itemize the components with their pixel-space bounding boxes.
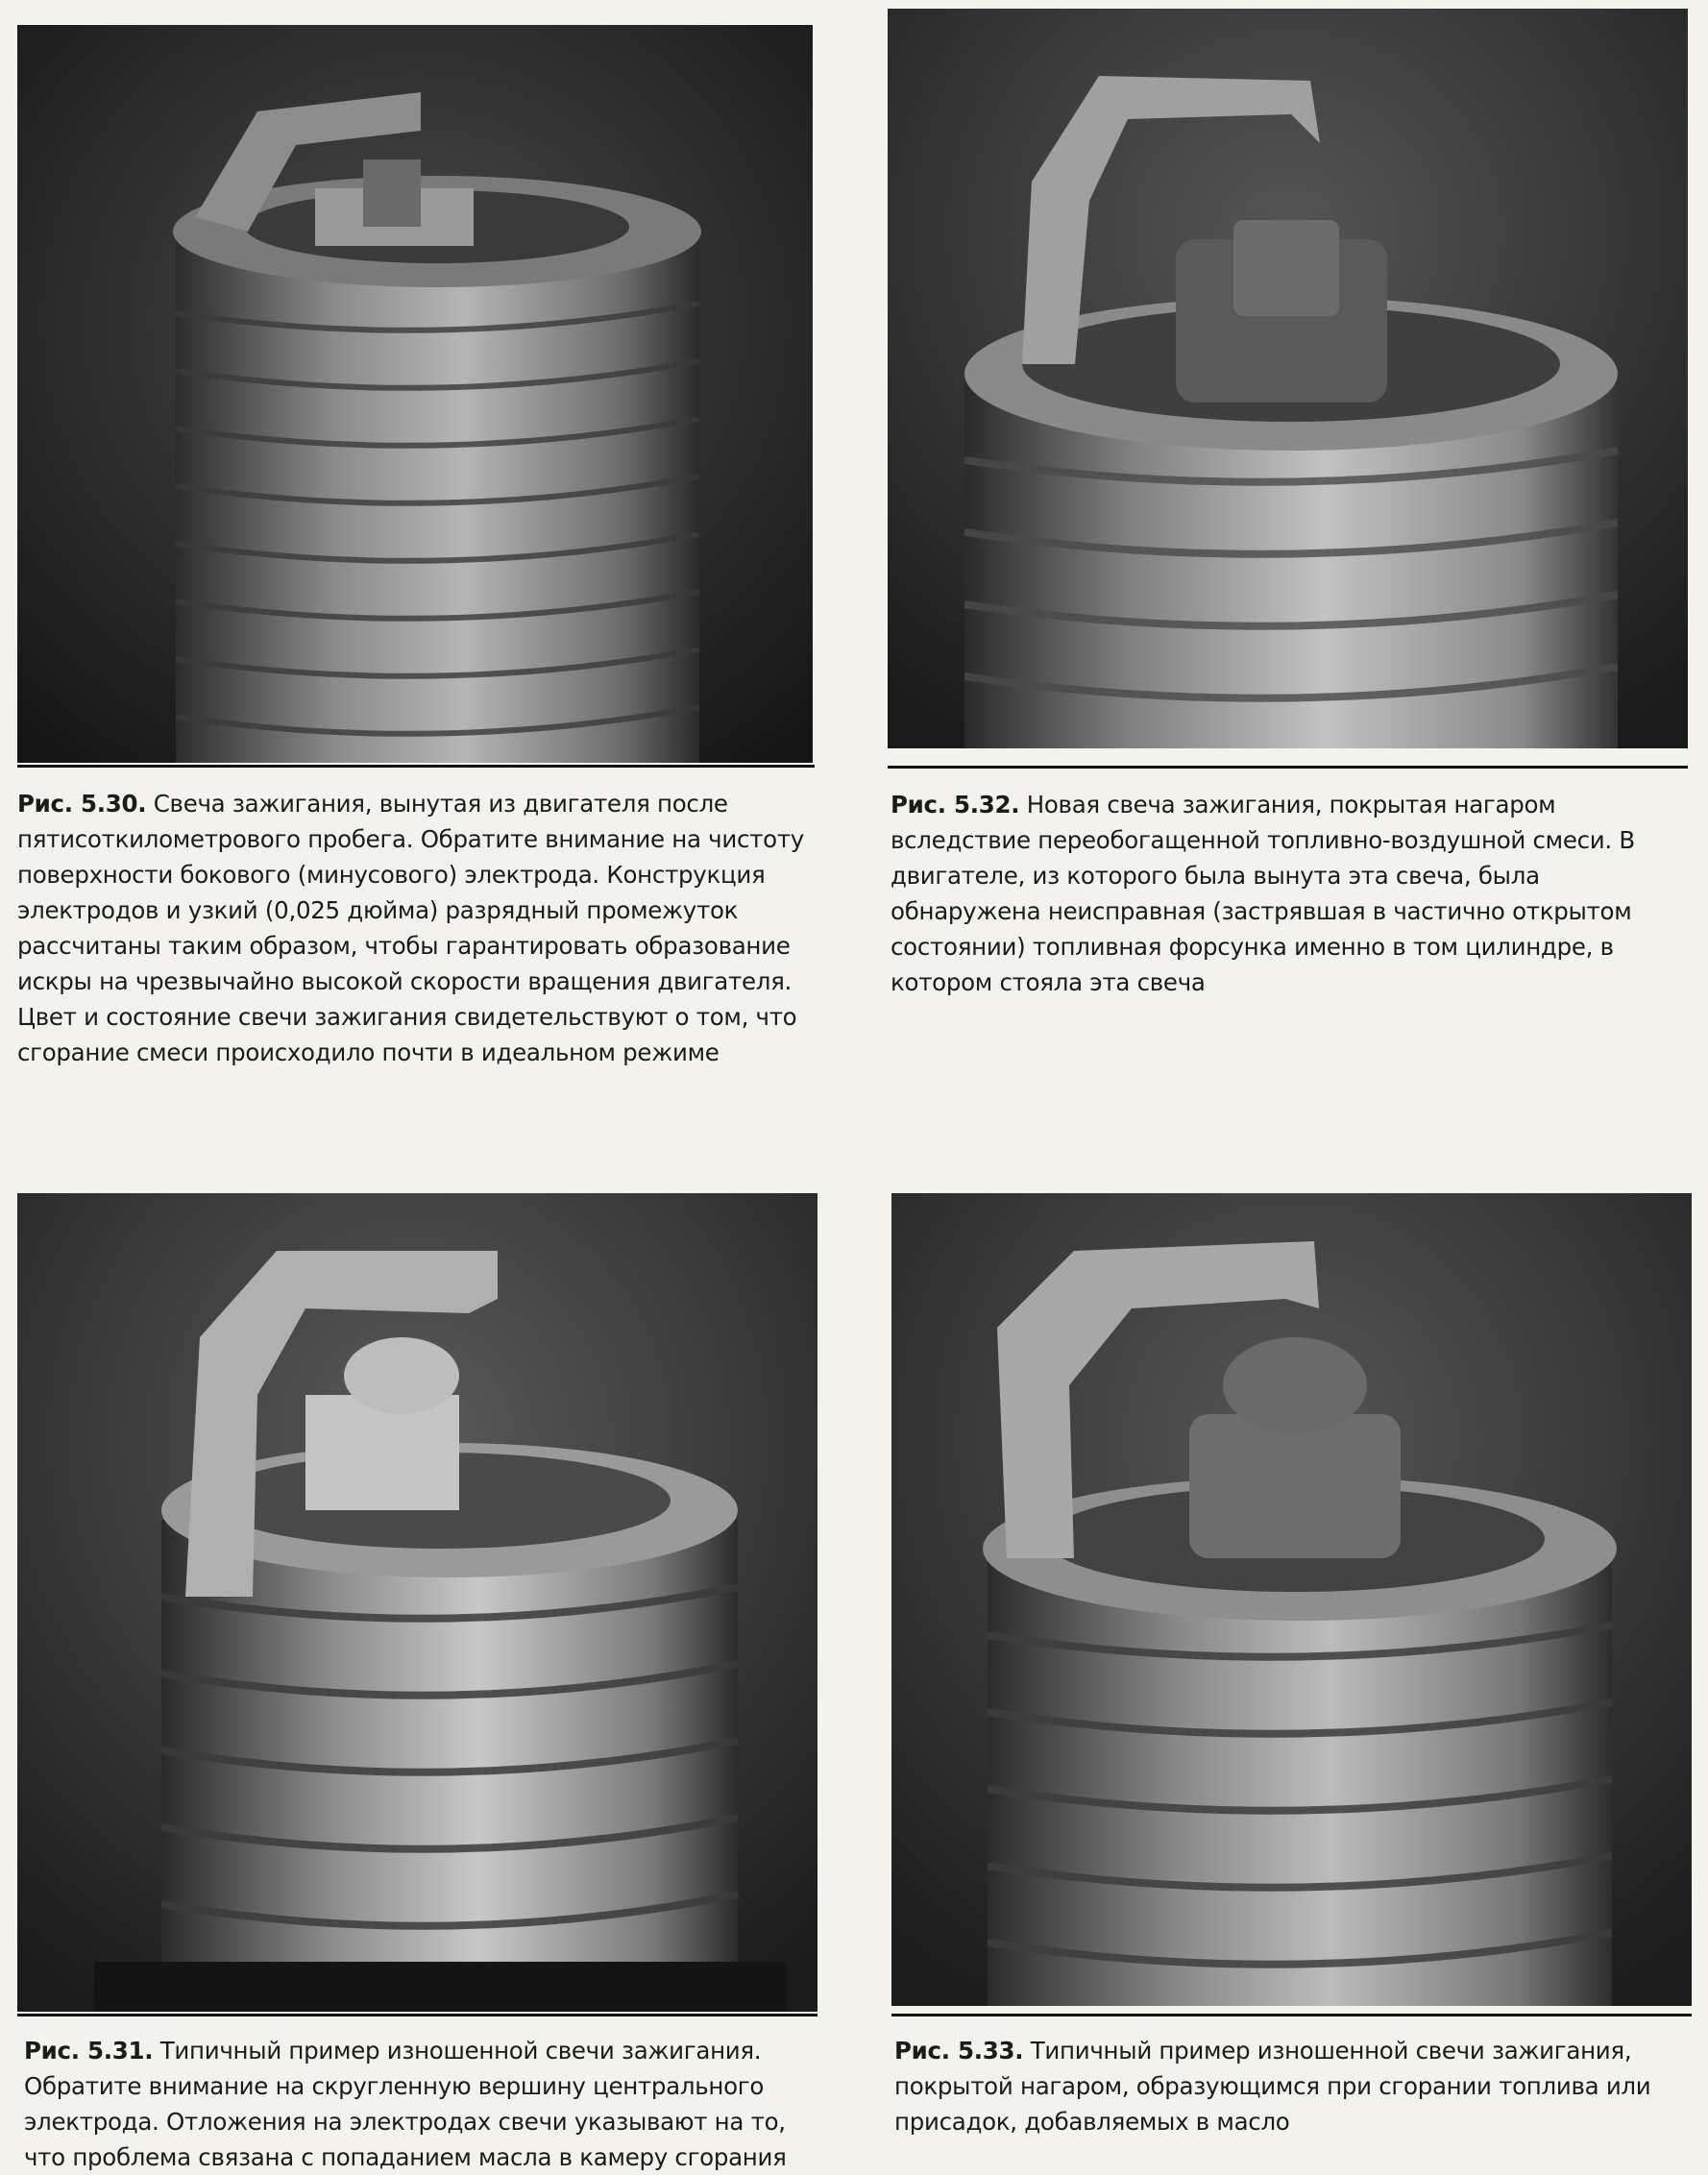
caption-rule [17,2014,817,2016]
caption-5-31 [24,2033,817,2175]
figure-label: Рис. 5.31. [24,2037,154,2065]
spark-plug-photo-5-32 [888,9,1688,748]
caption-text: Типичный пример изношенной свечи зажигания. Обратите внимание на скругленную вершину центрального электрода. Отложения на электродах свечи указывают на то, что проблема связана с попаданием масла в камеру сгорания [24,2037,787,2171]
caption-5-33 [894,2033,1692,2139]
caption-rule [891,2014,1692,2016]
spark-plug-photo-5-33 [891,1193,1692,2006]
figure-label: Рис. 5.30. [17,790,147,818]
figure-label: Рис. 5.32. [891,791,1020,819]
caption-text: Свеча зажигания, вынутая из двигателя после пятисоткилометрового пробега. Обратите внимание на чистоту поверхности бокового (минусового) электрода. Конструкция электродов и узкий (0,025 дюйма) разрядный промежуток рассчитаны таким образом, чтобы гарантировать образование искры на чрезвычайно высокой скорости вращения двигателя. Цвет и состояние свечи зажигания свидетельствуют о том, что сгорание смеси происходило почти в идеальном режиме [17,790,804,1066]
spark-plug-photo-5-30 [17,25,813,763]
figure-label: Рис. 5.33. [894,2037,1024,2065]
caption-rule [17,765,815,768]
caption-rule [888,766,1688,769]
spark-plug-photo-5-31 [17,1193,817,2012]
caption-5-30 [17,786,815,1070]
caption-text: Новая свеча зажигания, покрытая нагаром вследствие переобогащенной топливно-воздушной смеси. В двигателе, из которого была вынута эта свеча, была обнаружена неисправная (застрявшая в частично открытом состоянии) топливная форсунка именно в том цилиндре, в котором стояла эта свеча [891,791,1635,996]
caption-text: Типичный пример изношенной свечи зажигания, покрытой нагаром, образующимся при сгорании топлива или присадок, добавляемых в масло [894,2037,1651,2136]
caption-5-32 [891,787,1688,1000]
